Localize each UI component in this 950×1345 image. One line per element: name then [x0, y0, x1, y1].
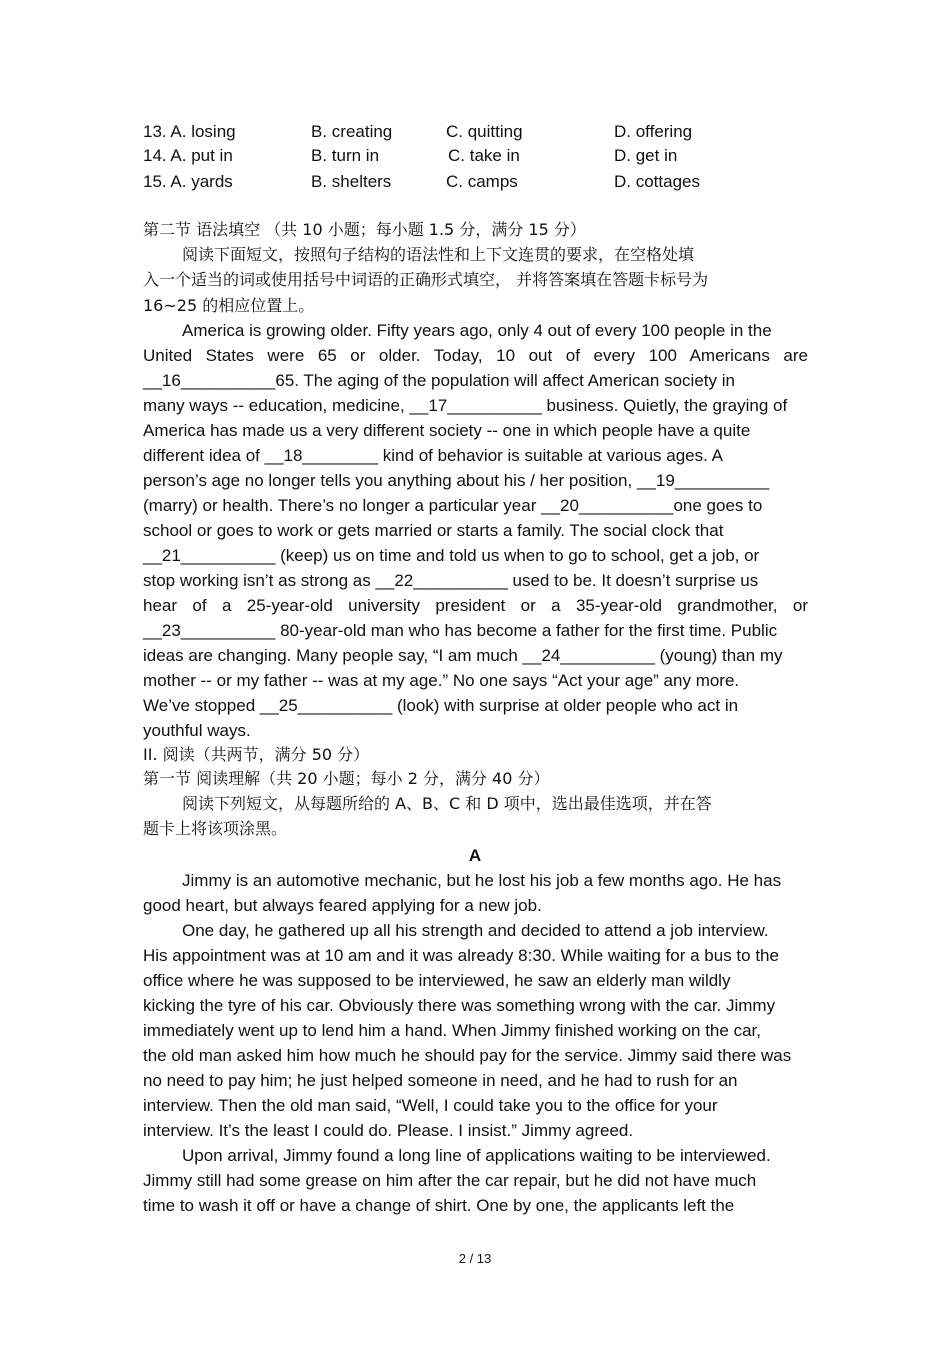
option-14-a: 14. A. put in — [143, 146, 233, 165]
reading-instruction: 阅读下列短文，从每题所给的 A、B、C 和 D 项中，选出最佳选项，并在答 — [182, 794, 712, 813]
passage-line: __23__________ 80-year-old man who has become a father for the first time. Public — [143, 621, 778, 640]
passage-line: immediately went up to lend him a hand. When Jimmy finished working on the car, — [143, 1021, 761, 1040]
passage-line: One day, he gathered up all his strength and decided to attend a job interview. — [182, 921, 769, 940]
option-13-a: 13. A. losing — [143, 122, 236, 141]
reading-part-header: 第一节 阅读理解（共 20 小题；每小 2 分，满分 40 分） — [143, 769, 550, 788]
passage-line: America is growing older. Fifty years ago, only 4 out of every 100 people in the — [182, 321, 772, 340]
option-14-c: C. take in — [448, 146, 520, 165]
passage-line: person’s age no longer tells you anything about his / her position, __19__________ — [143, 471, 770, 490]
passage-line: time to wash it off or have a change of shirt. One by one, the applicants left the — [143, 1196, 735, 1215]
option-15-d: D. cottages — [614, 172, 700, 191]
passage-line: different idea of __18________ kind of behavior is suitable at various ages. A — [143, 446, 723, 465]
option-15-b: B. shelters — [311, 172, 392, 191]
passage-line: (marry) or health. There’s no longer a particular year __20__________one goes to — [143, 496, 763, 515]
option-13-c: C. quitting — [446, 122, 523, 141]
passage-line: youthful ways. — [143, 721, 251, 740]
passage-line: His appointment was at 10 am and it was already 8:30. While waiting for a bus to the — [143, 946, 779, 965]
passage-line: many ways -- education, medicine, __17__________ business. Quietly, the graying of — [143, 396, 788, 415]
passage-line: mother -- or my father -- was at my age.” No one says “Act your age” any more. — [143, 671, 740, 690]
grammar-instruction: 入一个适当的词或使用括号中词语的正确形式填空， 并将答案填在答题卡标号为 — [143, 270, 709, 289]
option-15-c: C. camps — [446, 172, 518, 191]
passage-line: hear of a 25-year-old university president or a 35-year-old grandmother, or — [143, 596, 808, 615]
grammar-header: 第二节 语法填空 （共 10 小题；每小题 1.5 分，满分 15 分） — [143, 220, 586, 239]
passage-line: kicking the tyre of his car. Obviously there was something wrong with the car. Jimmy — [143, 996, 776, 1015]
passage-line: We’ve stopped __25__________ (look) with surprise at older people who act in — [143, 696, 739, 715]
passage-line: Jimmy still had some grease on him after the car repair, but he did not have much — [143, 1171, 757, 1190]
grammar-instruction: 16~25 的相应位置上。 — [143, 296, 315, 315]
option-14-b: B. turn in — [311, 146, 380, 165]
passage-line: stop working isn’t as strong as __22__________ used to be. It doesn’t surprise us — [143, 571, 759, 590]
passage-line: interview. Then the old man said, “Well, I could take you to the office for your — [143, 1096, 718, 1115]
passage-line: office where he was supposed to be interviewed, he saw an elderly man wildly — [143, 971, 731, 990]
passage-line: __16__________65. The aging of the population will affect American society in — [143, 371, 735, 390]
grammar-instruction: 阅读下面短文，按照句子结构的语法性和上下文连贯的要求，在空格处填 — [182, 245, 695, 264]
passage-line: school or goes to work or gets married or starts a family. The social clock that — [143, 521, 724, 540]
passage-line: ideas are changing. Many people say, “I am much __24__________ (young) than my — [143, 646, 783, 665]
passage-line: United States were 65 or older. Today, 10 out of every 100 Americans are — [143, 346, 808, 365]
passage-line: the old man asked him how much he should pay for the service. Jimmy said there was — [143, 1046, 792, 1065]
passage-line: Jimmy is an automotive mechanic, but he lost his job a few months ago. He has — [182, 871, 782, 890]
reading-section-header: II. 阅读（共两节，满分 50 分） — [143, 745, 370, 764]
passage-line: interview. It’s the least I could do. Please. I insist.” Jimmy agreed. — [143, 1121, 634, 1140]
passage-line: good heart, but always feared applying for a new job. — [143, 896, 542, 915]
page-number: 2 / 13 — [458, 1251, 492, 1266]
option-14-d: D. get in — [614, 146, 678, 165]
passage-title: A — [468, 846, 482, 865]
option-13-b: B. creating — [311, 122, 393, 141]
option-15-a: 15. A. yards — [143, 172, 233, 191]
passage-line: America has made us a very different society -- one in which people have a quite — [143, 421, 751, 440]
reading-instruction: 题卡上将该项涂黑。 — [143, 819, 288, 838]
passage-line: Upon arrival, Jimmy found a long line of applications waiting to be interviewed. — [182, 1146, 771, 1165]
passage-line: no need to pay him; he just helped someone in need, and he had to rush for an — [143, 1071, 738, 1090]
option-13-d: D. offering — [614, 122, 693, 141]
passage-line: __21__________ (keep) us on time and told us when to go to school, get a job, or — [143, 546, 760, 565]
